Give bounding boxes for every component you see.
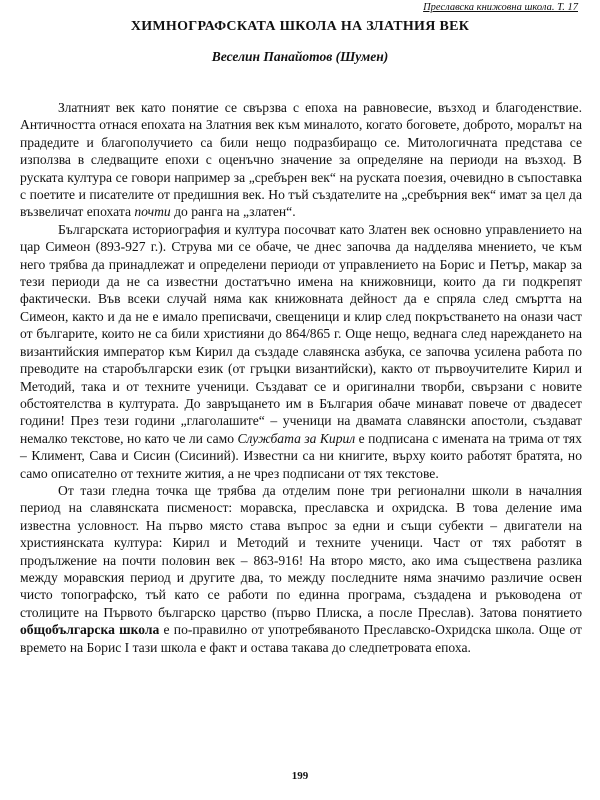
emphasis-italic: Службата за Кирил	[237, 430, 356, 446]
author-line: Веселин Панайотов (Шумен)	[211, 49, 389, 64]
article-title: ХИМНОГРАФСКАТА ШКОЛА НА ЗЛАТНИЯ ВЕК	[130, 19, 470, 34]
running-header: Преславска книжовна школа. Т. 17	[423, 2, 578, 13]
text-run: до ранга на „златен“.	[170, 204, 296, 220]
paragraph-3	[20, 482, 582, 656]
text-run: Златният век като понятие се свързва с епоха на равновесие, възход и благоденствие. Античността отнася епохата на Златния век към миналото, когато боговете, доброто, моралът на прадедите и благополучието са били нещо подразбиращо се. Митологичната представа се използва в следващите епохи с оценъчно значение за определяне на периоди на възход. В руската култура се говори например за „сребърен век“ на руската поезия, очевидно в съпоставка с поетите и писателите от предишния век. Но тъй създателите на „сребърния век“ имат за цел да възвеличат епохата	[20, 100, 582, 220]
page-number: 199	[291, 770, 309, 782]
emphasis-italic: почти	[134, 204, 171, 220]
text-run: От тази гледна точка ще трябва да отделим поне три регионални школи в началния период на славянската писменост: моравска, преславска и охридска. В това деление има известна условност. На първо място става въпрос за едни и същи субекти – двигатели на християнската култура: Кирил и Методий и техните ученици. Част от тях работят в продължение на почти половин век – 863-916! На второ място, ако има съществена разлика между моравския период и другите два, то между последните няма значимо различие освен чисто топографско, тъй като се работи по единна програма, създадена и ръководена от столиците на Първото българско царство (първо Плиска, а после Преслав). Затова понятието	[20, 482, 582, 620]
paragraph-1	[20, 99, 582, 221]
text-run: е по-правилно от употребявaното Преславско-Охридска школа. Още от времето на Борис I тази школа е факт и остава такава до следпетровата епоха.	[20, 622, 582, 655]
emphasis-bold: общобългарска школа	[20, 622, 160, 638]
text-run: е подписана с имената на трима от тях – Климент, Сава и Сисин (Сисиний). Известни са ни книгите, върху които работят братята, но само описателно от техните жития, а не чрез подписани от тях текстове.	[20, 430, 582, 481]
paragraph-2	[20, 221, 582, 482]
article-body	[20, 99, 582, 656]
text-run: Българската историография и култура посочват като Златен век основно управлението на цар Симеон (893-927 г.). Струва ми се обаче, че днес започва да надделява мнението, че към него трябва да принадлежат и определени периоди от управлението на Борис и Петър, макар за тези периоди да не са известни достатъчно имена на книжовници, които да ги подкрепят фактически. Във всеки случай няма как книжовната дейност да е спряла след смъртта на Симеон, както и да не е имало преписвачи, свещеници и клир след покръстването на онази част от българите, които не са били християни до 864/865 г. Още нещо, веднага след нареждането на византийския император към Кирил да създаде славянска азбука, се започва усилена работа по преводите на старобългарски език (от гръцки византийски), както от първоучителите Кирил и Методий, така и от техните ученици. Създават се и оригинални творби, свързани с новите обстоятелства в културата. До завръщането им в България обаче минават повече от двадесет години! През тези години „глаголашите“ – ученици на двамата славянски апостоли, създават немалко текстове, но като че ли само	[20, 221, 582, 446]
